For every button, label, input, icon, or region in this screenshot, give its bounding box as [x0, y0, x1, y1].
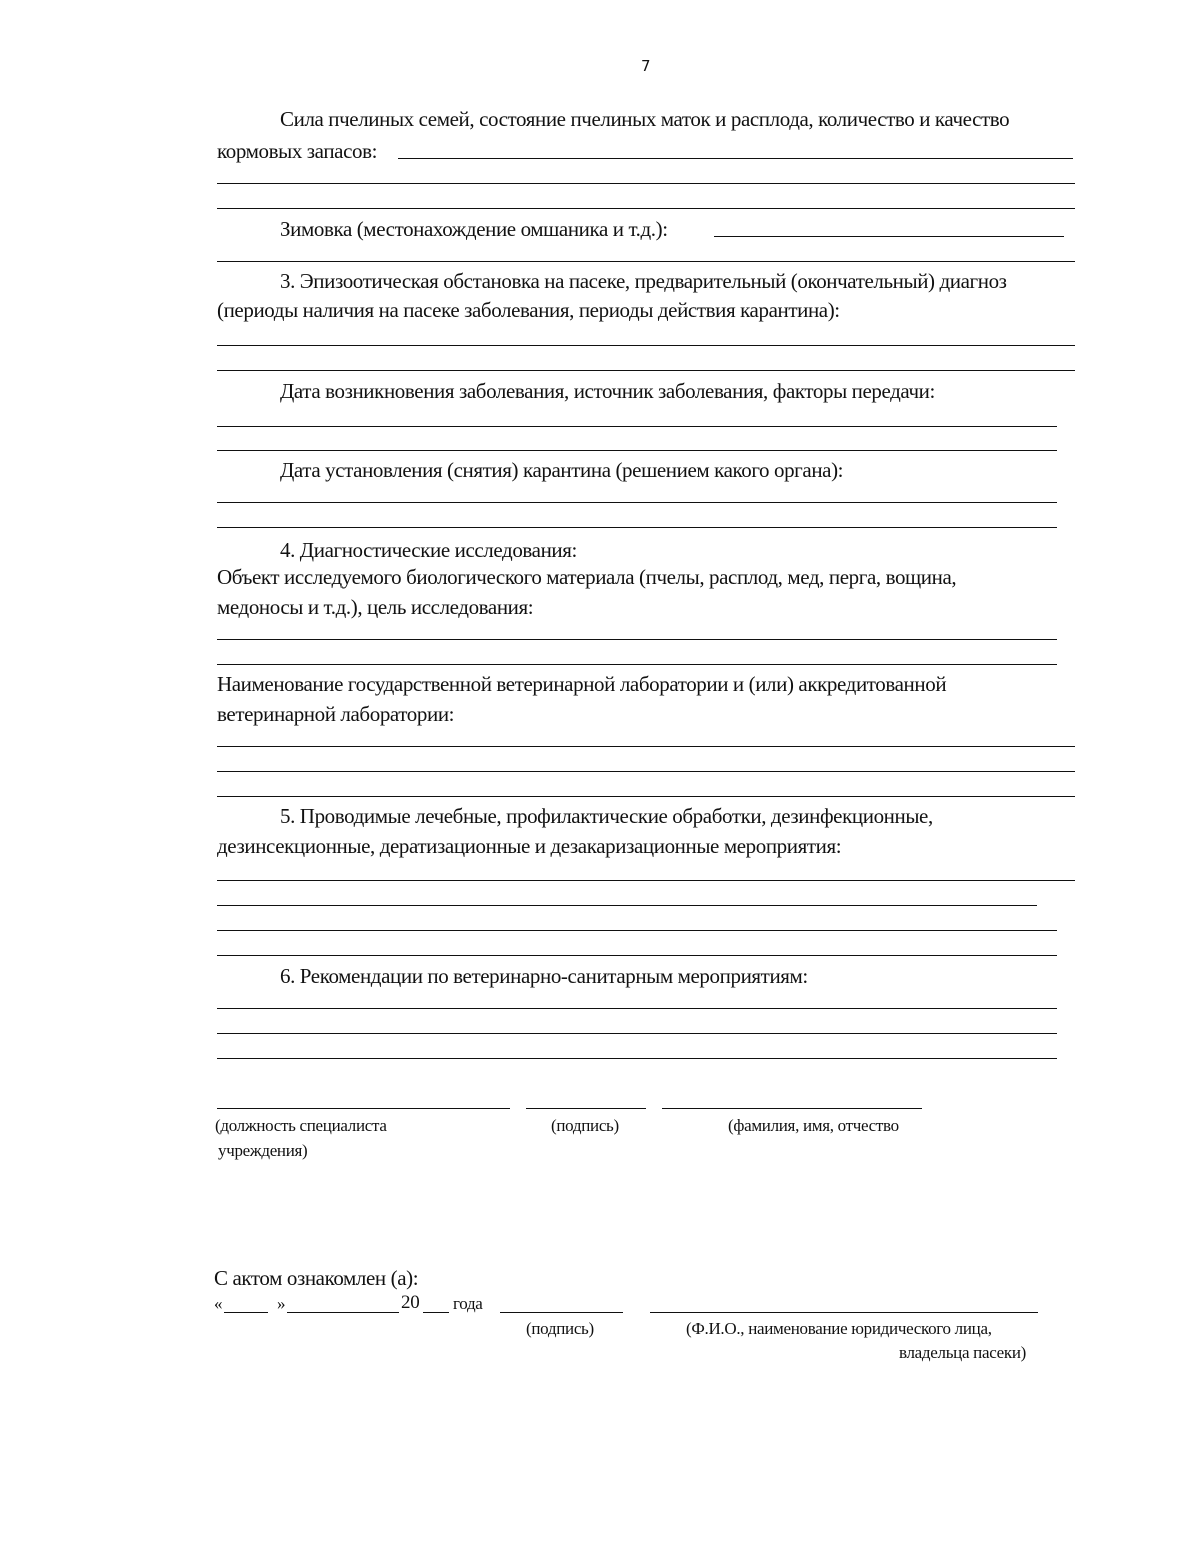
episootic-fill-line[interactable]: [217, 370, 1075, 371]
treatments-label-line1: 5. Проводимые лечебные, профилактические обработки, дезинфекционные,: [280, 804, 933, 828]
bee-strength-fill-line[interactable]: [217, 183, 1075, 184]
episootic-label-line1: 3. Эпизоотическая обстановка на пасеке, предварительный (окончательный) диагноз: [280, 269, 1007, 293]
wintering-fill-line[interactable]: [217, 261, 1075, 262]
treatments-fill-line[interactable]: [217, 955, 1057, 956]
diagnostics-fill-line[interactable]: [217, 664, 1057, 665]
episootic-label-line2: (периоды наличия на пасеке заболевания, периоды действия карантина):: [217, 298, 840, 322]
recommendations-fill-line[interactable]: [217, 1058, 1057, 1059]
wintering-label: Зимовка (местонахождение омшаника и т.д.):: [280, 217, 668, 241]
signature-line[interactable]: [526, 1108, 646, 1109]
recommendations-label: 6. Рекомендации по ветеринарно-санитарным мероприятиям:: [280, 964, 808, 988]
bee-strength-fill-line[interactable]: [398, 158, 1073, 159]
year-fill-line[interactable]: [423, 1312, 449, 1313]
bee-strength-label-line2: кормовых запасов:: [217, 139, 378, 163]
bee-strength-label-line1: Сила пчелиных семей, состояние пчелиных маток и расплода, количество и качество: [280, 107, 1010, 131]
treatments-fill-line[interactable]: [217, 880, 1075, 881]
wintering-fill-line[interactable]: [714, 236, 1064, 237]
full-name-signature-line[interactable]: [662, 1108, 922, 1109]
acknowledgement-signature-caption: (подпись): [526, 1319, 594, 1338]
month-fill-line[interactable]: [287, 1312, 399, 1313]
date-quote-open: «: [214, 1294, 223, 1313]
lab-fill-line[interactable]: [217, 746, 1075, 747]
owner-caption-line2: владельца пасеки): [899, 1343, 1027, 1362]
position-caption-line2: учреждения): [218, 1141, 308, 1160]
quarantine-fill-line[interactable]: [217, 502, 1057, 503]
diagnostics-label-line2: медоносы и т.д.), цель исследования:: [217, 595, 534, 619]
owner-caption-line1: (Ф.И.О., наименование юридического лица,: [686, 1319, 992, 1338]
treatments-label-line2: дезинсекционные, дератизационные и дезакаризационные мероприятия:: [217, 834, 842, 858]
bee-strength-fill-line[interactable]: [217, 208, 1075, 209]
diagnostics-fill-line[interactable]: [217, 639, 1057, 640]
full-name-caption: (фамилия, имя, отчество: [728, 1116, 899, 1135]
diagnostics-title: 4. Диагностические исследования:: [280, 538, 577, 562]
year-prefix: 20: [401, 1292, 420, 1313]
date-quote-close: »: [277, 1294, 286, 1313]
owner-name-line[interactable]: [650, 1312, 1038, 1313]
disease-date-label: Дата возникновения заболевания, источник заболевания, факторы передачи:: [280, 379, 935, 403]
day-fill-line[interactable]: [224, 1312, 268, 1313]
page-number: 7: [641, 57, 651, 75]
year-suffix: года: [453, 1294, 483, 1313]
lab-label-line1: Наименование государственной ветеринарной лаборатории и (или) аккредитованной: [217, 672, 947, 696]
treatments-fill-line[interactable]: [217, 930, 1057, 931]
quarantine-date-label: Дата установления (снятия) карантина (решением какого органа):: [280, 458, 844, 482]
recommendations-fill-line[interactable]: [217, 1008, 1057, 1009]
quarantine-fill-line[interactable]: [217, 527, 1057, 528]
treatments-fill-line[interactable]: [217, 905, 1037, 906]
episootic-fill-line[interactable]: [217, 345, 1075, 346]
position-caption-line1: (должность специалиста: [215, 1116, 387, 1135]
lab-fill-line[interactable]: [217, 771, 1075, 772]
acknowledgement-signature-line[interactable]: [500, 1312, 623, 1313]
signature-caption: (подпись): [551, 1116, 619, 1135]
diagnostics-label-line1: Объект исследуемого биологического материала (пчелы, расплод, мед, перга, вощина,: [217, 565, 957, 589]
acknowledgement-title: С актом ознакомлен (а):: [214, 1266, 419, 1290]
disease-date-fill-line[interactable]: [217, 426, 1057, 427]
position-signature-line[interactable]: [217, 1108, 510, 1109]
lab-fill-line[interactable]: [217, 796, 1075, 797]
lab-label-line2: ветеринарной лаборатории:: [217, 702, 455, 726]
recommendations-fill-line[interactable]: [217, 1033, 1057, 1034]
disease-date-fill-line[interactable]: [217, 450, 1057, 451]
